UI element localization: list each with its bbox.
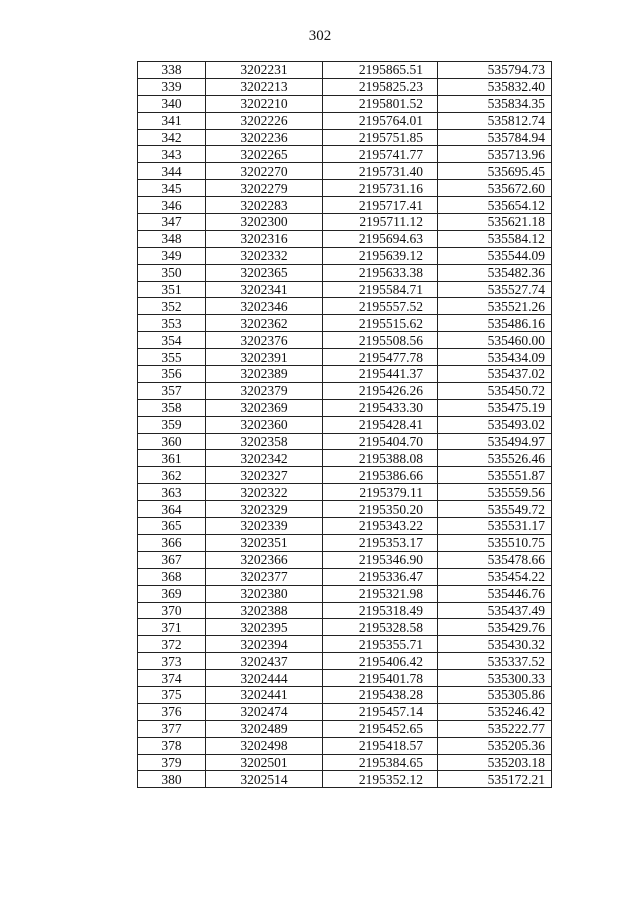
y-coordinate-cell: 535430.32 [438,636,552,653]
table-row [138,366,552,383]
table-row [138,146,552,163]
y-coordinate-cell: 535832.40 [438,78,552,95]
x-coordinate-cell: 2195801.52 [323,95,438,112]
y-coordinate-cell: 535205.36 [438,737,552,754]
y-coordinate-cell: 535494.97 [438,433,552,450]
point-id-cell: 3202395 [206,619,323,636]
y-coordinate-cell: 535337.52 [438,653,552,670]
x-coordinate-cell: 2195352.12 [323,771,438,788]
point-id-cell: 3202514 [206,771,323,788]
point-id-cell: 3202377 [206,568,323,585]
x-coordinate-cell: 2195346.90 [323,551,438,568]
y-coordinate-cell: 535475.19 [438,399,552,416]
point-number-cell: 343 [138,146,206,163]
y-coordinate-cell: 535812.74 [438,112,552,129]
point-number-cell: 362 [138,467,206,484]
table-row [138,602,552,619]
x-coordinate-cell: 2195353.17 [323,534,438,551]
point-id-cell: 3202283 [206,197,323,214]
table-row [138,281,552,298]
point-id-cell: 3202358 [206,433,323,450]
point-number-cell: 345 [138,180,206,197]
point-number-cell: 361 [138,450,206,467]
point-id-cell: 3202366 [206,551,323,568]
point-number-cell: 358 [138,399,206,416]
point-number-cell: 338 [138,62,206,79]
table-row [138,399,552,416]
point-number-cell: 372 [138,636,206,653]
point-number-cell: 351 [138,281,206,298]
y-coordinate-cell: 535654.12 [438,197,552,214]
y-coordinate-cell: 535834.35 [438,95,552,112]
x-coordinate-cell: 2195418.57 [323,737,438,754]
point-id-cell: 3202300 [206,214,323,231]
point-id-cell: 3202501 [206,754,323,771]
point-id-cell: 3202316 [206,230,323,247]
y-coordinate-cell: 535450.72 [438,382,552,399]
x-coordinate-cell: 2195457.14 [323,703,438,720]
x-coordinate-cell: 2195557.52 [323,298,438,315]
table-row [138,433,552,450]
point-id-cell: 3202342 [206,450,323,467]
page-number: 302 [308,28,332,44]
x-coordinate-cell: 2195731.16 [323,180,438,197]
point-id-cell: 3202379 [206,382,323,399]
y-coordinate-cell: 535203.18 [438,754,552,771]
point-number-cell: 369 [138,585,206,602]
x-coordinate-cell: 2195452.65 [323,720,438,737]
x-coordinate-cell: 2195355.71 [323,636,438,653]
point-number-cell: 374 [138,670,206,687]
point-number-cell: 364 [138,501,206,518]
point-id-cell: 3202329 [206,501,323,518]
table-row [138,247,552,264]
x-coordinate-cell: 2195318.49 [323,602,438,619]
y-coordinate-cell: 535460.00 [438,332,552,349]
x-coordinate-cell: 2195717.41 [323,197,438,214]
y-coordinate-cell: 535454.22 [438,568,552,585]
point-id-cell: 3202327 [206,467,323,484]
point-id-cell: 3202391 [206,349,323,366]
point-id-cell: 3202474 [206,703,323,720]
table-row [138,518,552,535]
y-coordinate-cell: 535584.12 [438,230,552,247]
y-coordinate-cell: 535429.76 [438,619,552,636]
point-id-cell: 3202351 [206,534,323,551]
y-coordinate-cell: 535493.02 [438,416,552,433]
point-number-cell: 375 [138,686,206,703]
point-id-cell: 3202498 [206,737,323,754]
x-coordinate-cell: 2195584.71 [323,281,438,298]
x-coordinate-cell: 2195388.08 [323,450,438,467]
table-row [138,112,552,129]
table-row [138,467,552,484]
point-id-cell: 3202270 [206,163,323,180]
table-row [138,214,552,231]
point-id-cell: 3202226 [206,112,323,129]
x-coordinate-cell: 2195350.20 [323,501,438,518]
y-coordinate-cell: 535434.09 [438,349,552,366]
y-coordinate-cell: 535482.36 [438,264,552,281]
table-row [138,551,552,568]
point-number-cell: 365 [138,518,206,535]
point-id-cell: 3202346 [206,298,323,315]
point-id-cell: 3202210 [206,95,323,112]
point-number-cell: 352 [138,298,206,315]
y-coordinate-cell: 535526.46 [438,450,552,467]
x-coordinate-cell: 2195328.58 [323,619,438,636]
point-id-cell: 3202360 [206,416,323,433]
table-row [138,636,552,653]
table-row [138,95,552,112]
table-row [138,771,552,788]
point-id-cell: 3202388 [206,602,323,619]
table-row [138,416,552,433]
point-id-cell: 3202279 [206,180,323,197]
x-coordinate-cell: 2195386.66 [323,467,438,484]
y-coordinate-cell: 535559.56 [438,484,552,501]
point-id-cell: 3202332 [206,247,323,264]
point-id-cell: 3202376 [206,332,323,349]
point-number-cell: 371 [138,619,206,636]
table-row [138,349,552,366]
y-coordinate-cell: 535437.02 [438,366,552,383]
point-number-cell: 347 [138,214,206,231]
x-coordinate-cell: 2195515.62 [323,315,438,332]
y-coordinate-cell: 535300.33 [438,670,552,687]
table-body [138,62,552,788]
table-row [138,653,552,670]
point-id-cell: 3202437 [206,653,323,670]
point-number-cell: 378 [138,737,206,754]
table-row [138,180,552,197]
point-number-cell: 380 [138,771,206,788]
x-coordinate-cell: 2195865.51 [323,62,438,79]
x-coordinate-cell: 2195406.42 [323,653,438,670]
point-id-cell: 3202362 [206,315,323,332]
point-number-cell: 359 [138,416,206,433]
table-row [138,264,552,281]
x-coordinate-cell: 2195401.78 [323,670,438,687]
x-coordinate-cell: 2195441.37 [323,366,438,383]
y-coordinate-cell: 535695.45 [438,163,552,180]
y-coordinate-cell: 535551.87 [438,467,552,484]
table-row [138,568,552,585]
y-coordinate-cell: 535527.74 [438,281,552,298]
y-coordinate-cell: 535486.16 [438,315,552,332]
x-coordinate-cell: 2195711.12 [323,214,438,231]
point-id-cell: 3202441 [206,686,323,703]
table-row [138,197,552,214]
x-coordinate-cell: 2195764.01 [323,112,438,129]
x-coordinate-cell: 2195321.98 [323,585,438,602]
point-id-cell: 3202341 [206,281,323,298]
point-number-cell: 363 [138,484,206,501]
point-number-cell: 373 [138,653,206,670]
table-row [138,62,552,79]
y-coordinate-cell: 535621.18 [438,214,552,231]
x-coordinate-cell: 2195731.40 [323,163,438,180]
x-coordinate-cell: 2195639.12 [323,247,438,264]
table-row [138,670,552,687]
y-coordinate-cell: 535437.49 [438,602,552,619]
table-row [138,382,552,399]
table-row [138,686,552,703]
x-coordinate-cell: 2195508.56 [323,332,438,349]
table-row [138,163,552,180]
point-id-cell: 3202231 [206,62,323,79]
point-number-cell: 368 [138,568,206,585]
table-row [138,534,552,551]
table-row [138,703,552,720]
table-row [138,619,552,636]
point-number-cell: 344 [138,163,206,180]
x-coordinate-cell: 2195336.47 [323,568,438,585]
y-coordinate-cell: 535521.26 [438,298,552,315]
point-id-cell: 3202339 [206,518,323,535]
y-coordinate-cell: 535794.73 [438,62,552,79]
y-coordinate-cell: 535531.17 [438,518,552,535]
coordinates-table [137,61,552,788]
table-row [138,450,552,467]
point-id-cell: 3202265 [206,146,323,163]
point-number-cell: 346 [138,197,206,214]
x-coordinate-cell: 2195633.38 [323,264,438,281]
point-number-cell: 355 [138,349,206,366]
point-id-cell: 3202236 [206,129,323,146]
point-id-cell: 3202444 [206,670,323,687]
point-number-cell: 340 [138,95,206,112]
table-row [138,720,552,737]
y-coordinate-cell: 535172.21 [438,771,552,788]
y-coordinate-cell: 535446.76 [438,585,552,602]
point-number-cell: 357 [138,382,206,399]
point-id-cell: 3202369 [206,399,323,416]
point-number-cell: 377 [138,720,206,737]
point-number-cell: 376 [138,703,206,720]
x-coordinate-cell: 2195404.70 [323,433,438,450]
point-number-cell: 353 [138,315,206,332]
x-coordinate-cell: 2195438.28 [323,686,438,703]
y-coordinate-cell: 535246.42 [438,703,552,720]
point-number-cell: 350 [138,264,206,281]
x-coordinate-cell: 2195751.85 [323,129,438,146]
table-row [138,484,552,501]
point-id-cell: 3202394 [206,636,323,653]
x-coordinate-cell: 2195825.23 [323,78,438,95]
y-coordinate-cell: 535672.60 [438,180,552,197]
point-number-cell: 360 [138,433,206,450]
point-number-cell: 366 [138,534,206,551]
x-coordinate-cell: 2195379.11 [323,484,438,501]
x-coordinate-cell: 2195428.41 [323,416,438,433]
table-row [138,129,552,146]
point-id-cell: 3202365 [206,264,323,281]
point-id-cell: 3202322 [206,484,323,501]
table-row [138,737,552,754]
point-number-cell: 348 [138,230,206,247]
x-coordinate-cell: 2195426.26 [323,382,438,399]
point-number-cell: 342 [138,129,206,146]
table-row [138,754,552,771]
point-number-cell: 367 [138,551,206,568]
table-row [138,585,552,602]
x-coordinate-cell: 2195384.65 [323,754,438,771]
x-coordinate-cell: 2195694.63 [323,230,438,247]
x-coordinate-cell: 2195343.22 [323,518,438,535]
table-row [138,315,552,332]
table-row [138,332,552,349]
y-coordinate-cell: 535713.96 [438,146,552,163]
table-row [138,230,552,247]
y-coordinate-cell: 535544.09 [438,247,552,264]
point-number-cell: 339 [138,78,206,95]
x-coordinate-cell: 2195433.30 [323,399,438,416]
y-coordinate-cell: 535305.86 [438,686,552,703]
y-coordinate-cell: 535478.66 [438,551,552,568]
point-id-cell: 3202489 [206,720,323,737]
point-number-cell: 349 [138,247,206,264]
point-number-cell: 379 [138,754,206,771]
y-coordinate-cell: 535510.75 [438,534,552,551]
table-row [138,298,552,315]
table-row [138,501,552,518]
x-coordinate-cell: 2195477.78 [323,349,438,366]
point-id-cell: 3202213 [206,78,323,95]
x-coordinate-cell: 2195741.77 [323,146,438,163]
point-number-cell: 354 [138,332,206,349]
y-coordinate-cell: 535549.72 [438,501,552,518]
y-coordinate-cell: 535222.77 [438,720,552,737]
point-id-cell: 3202389 [206,366,323,383]
y-coordinate-cell: 535784.94 [438,129,552,146]
point-number-cell: 341 [138,112,206,129]
point-number-cell: 370 [138,602,206,619]
point-number-cell: 356 [138,366,206,383]
point-id-cell: 3202380 [206,585,323,602]
table-row [138,78,552,95]
